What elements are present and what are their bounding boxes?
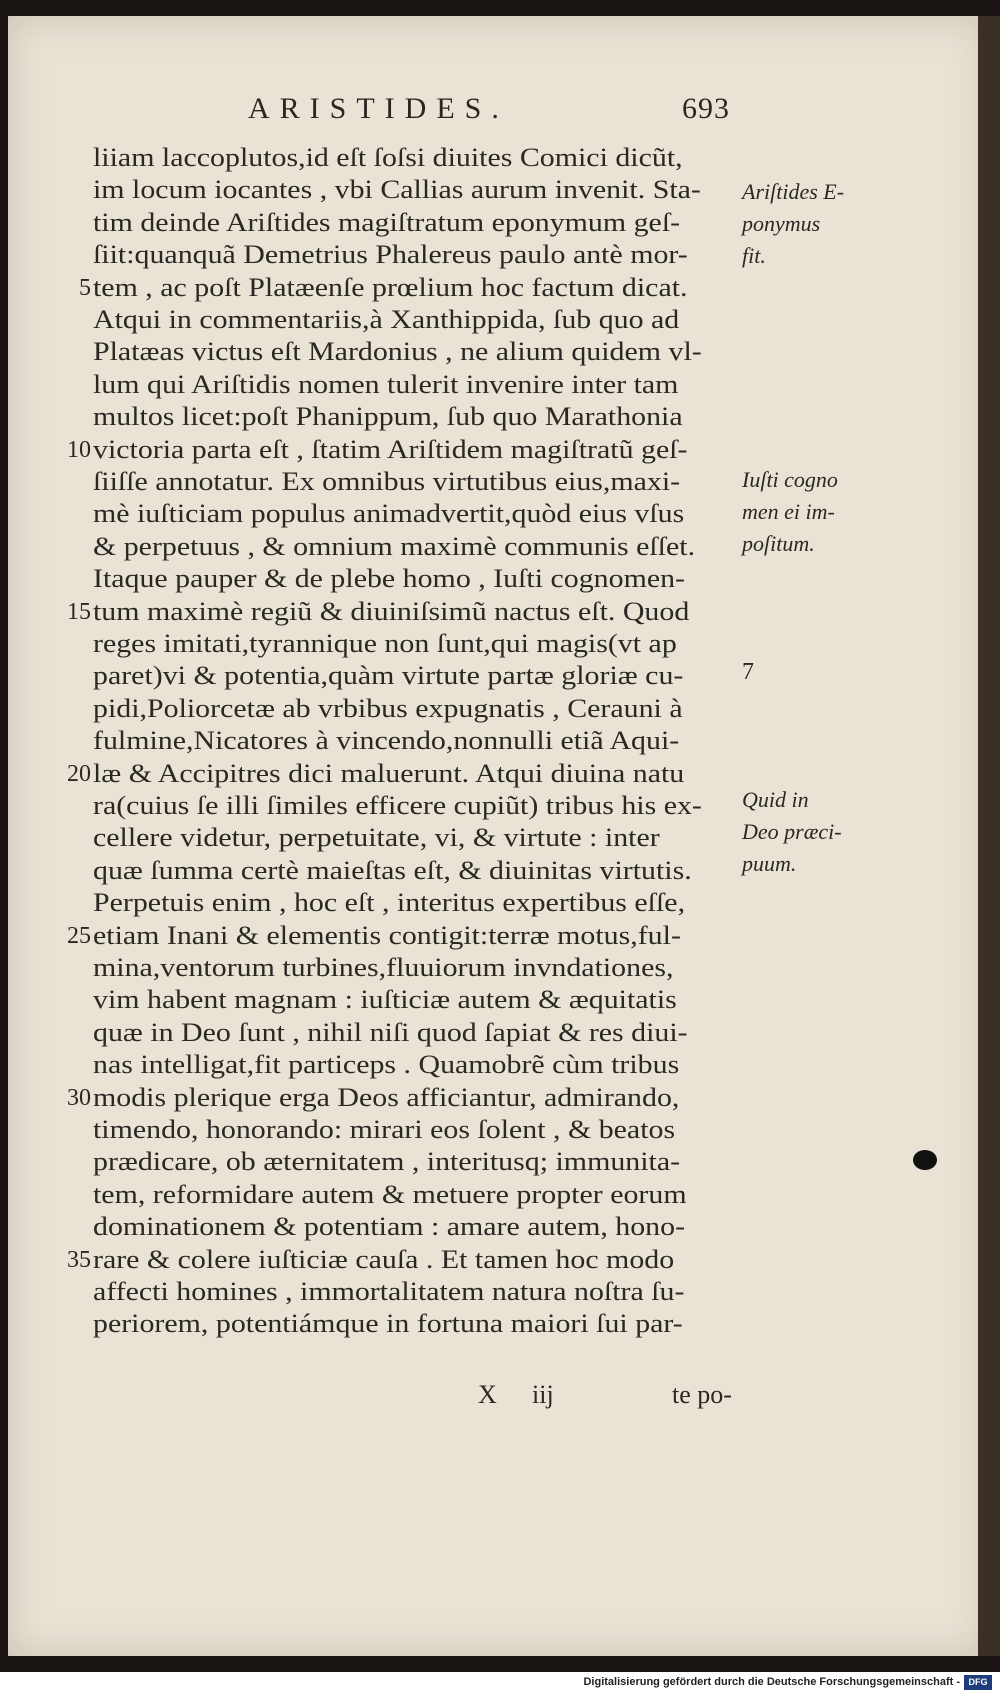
line-text: pidi,Poliorcetæ ab vrbibus expugnatis , Ceraunі à xyxy=(93,693,683,723)
line-text: nas intelligat,fit particeps . Quamobrẽ cùm tribus xyxy=(93,1050,680,1080)
text-line xyxy=(93,887,743,919)
margin-note-iusti: Iuſti cogno men ei im- poſitum. xyxy=(742,467,838,556)
line-text: Platæas victus eſt Mardonius , ne alium quidem vl- xyxy=(93,337,702,367)
line-text: paret)vi & potentia,quàm virtute partæ gloriæ cu- xyxy=(93,661,684,691)
line-text: læ & Accipitres dici maluerunt. Atqui diuina natu xyxy=(93,758,685,788)
text-line xyxy=(93,304,743,336)
text-line xyxy=(93,1146,743,1178)
ink-blot xyxy=(913,1150,937,1170)
text-line xyxy=(93,822,743,854)
line-text: quæ ſumma certè maieſtas eſt, & diuinitas virtutis. xyxy=(93,855,692,885)
running-title: ARISTIDES. xyxy=(248,92,509,125)
text-line xyxy=(67,1244,743,1276)
line-text: tim deinde Ariſtides magiſtratum eponymum geſ- xyxy=(93,207,681,237)
margin-note-quid: Quid in Deo præci- puum. xyxy=(742,787,842,876)
text-line xyxy=(93,1114,743,1146)
text-line xyxy=(93,174,743,206)
line-text: multos licet:poſt Phanippum, ſub quo Marathonia xyxy=(93,402,683,432)
text-line xyxy=(93,401,743,433)
text-line xyxy=(93,531,743,563)
text-line xyxy=(93,1308,743,1340)
text-line xyxy=(93,952,743,984)
text-line xyxy=(67,434,743,466)
text-line xyxy=(93,1276,743,1308)
text-line xyxy=(93,498,743,530)
line-text: tum maximè regiũ & diuiniſsimũ nactus eſt. Quod xyxy=(93,596,690,626)
line-text: affecti homines , immortalitatem natura noſtra ſu- xyxy=(93,1277,685,1306)
text-line xyxy=(93,369,743,401)
margin-note-number: 7 xyxy=(742,659,754,685)
line-text: liiam laccoplutos,id eſt ſoſsi diuites Comici dicũt, xyxy=(93,143,683,172)
line-text: Perpetuis enim , hoc eſt , interitus expertibus eſſe, xyxy=(93,888,686,918)
signature-number: iij xyxy=(532,1380,554,1409)
line-text: tem , ac poſt Platæenſe prœlium hoc factum dicat. xyxy=(93,272,688,302)
text-line xyxy=(93,466,743,498)
text-line xyxy=(93,1049,743,1081)
line-text: mè iuſticiam populus animadvertit,quòd eius vſus xyxy=(93,499,685,529)
line-number: 35 xyxy=(67,1246,91,1273)
line-number: 30 xyxy=(67,1084,91,1111)
line-text: etiam Inani & elementis contigit:terræ motus,ful- xyxy=(93,920,681,950)
line-text: prædicare, ob æternitatem , interitusq; immunita- xyxy=(93,1147,681,1177)
text-line xyxy=(67,920,743,952)
text-line xyxy=(67,1082,743,1114)
line-text: dominationem & potentiam : amare autem, hono- xyxy=(93,1212,686,1242)
line-text: cellere videtur, perpetuitate, vi, & virtute : inter xyxy=(93,823,660,853)
line-text: Atqui in commentariis,à Xanthippida, ſub quo ad xyxy=(93,305,680,334)
line-text: quæ in Deo ſunt , nihil niſi quod ſapiat & res diui- xyxy=(93,1017,688,1047)
line-number: 25 xyxy=(67,922,91,949)
text-line xyxy=(93,628,743,660)
text-line xyxy=(67,758,743,790)
line-text: & perpetuus , & omnium maximè communis eſſet. xyxy=(93,531,696,561)
line-text: periorem, potentiámque in fortuna maiori ſui par- xyxy=(93,1309,683,1339)
line-text: tem, reformidare autem & metuere propter eorum xyxy=(93,1179,687,1209)
text-line xyxy=(93,984,743,1016)
line-number: 5 xyxy=(79,274,91,301)
text-line xyxy=(79,272,743,304)
text-line xyxy=(93,660,743,692)
text-line xyxy=(93,1017,743,1049)
signature-mark: X xyxy=(478,1380,497,1409)
line-number: 20 xyxy=(67,760,91,787)
line-text: mina,ventorum turbines,fluuiorum invndationes, xyxy=(93,953,674,982)
text-line xyxy=(93,336,743,368)
line-text: reges imitati,tyrannique non ſunt,qui magis(vt ap xyxy=(93,629,677,658)
text-line xyxy=(93,790,743,822)
text-line xyxy=(93,1179,743,1211)
text-line xyxy=(93,693,743,725)
footer-credit: Digitalisierung gefördert durch die Deutsche Forschungsgemeinschaft - xyxy=(583,1676,960,1688)
margin-note-aristides: Ariſtides E- ponymus fit. xyxy=(742,179,845,268)
page-edge xyxy=(978,16,1000,1656)
text-line xyxy=(67,596,743,628)
line-text: ſiiſſe annotatur. Ex omnibus virtutibus eius,maxi- xyxy=(93,467,681,496)
text-line xyxy=(93,207,743,239)
line-text: fulmine,Nicatores à vincendo,nonnulli etiã Aqui- xyxy=(93,726,680,756)
dfg-logo: DFG xyxy=(964,1675,992,1690)
line-text: im locum iocantes , vbi Callias aurum invenit. Sta- xyxy=(93,175,701,205)
text-line xyxy=(93,725,743,757)
line-text: victoria parta eſt , ſtatim Ariſtidem magiſtratũ geſ- xyxy=(93,434,688,464)
line-text: Itaque pauper & de plebe homo , Iuſti cognomen- xyxy=(93,564,686,594)
line-text: modis plerique erga Deos afficiantur, admirando, xyxy=(93,1082,680,1112)
catchword: te po- xyxy=(672,1380,732,1409)
line-number: 15 xyxy=(67,598,91,625)
text-line xyxy=(93,239,743,271)
line-text: rare & colere iuſticiæ cauſa . Et tamen hoc modo xyxy=(93,1244,675,1274)
line-text: ra(cuius ſe illi ſimiles efficere cupiũt) tribus his ex- xyxy=(93,791,702,820)
line-text: timendo, honorando: mirari eos ſolent , & beatos xyxy=(93,1115,676,1144)
line-text: ſiit:quanquã Demetrius Phalereus paulo antè mor- xyxy=(93,240,688,270)
text-line xyxy=(93,1211,743,1243)
text-line xyxy=(93,563,743,595)
text-line xyxy=(93,855,743,887)
line-number: 10 xyxy=(67,436,91,463)
text-line xyxy=(93,142,743,174)
page-number: 693 xyxy=(682,92,730,125)
line-text: vim habent magnam : iuſticiæ autem & æquitatis xyxy=(93,985,677,1015)
footer-bar xyxy=(0,1672,1000,1695)
line-text: lum qui Ariſtidis nomen tulerit invenire inter tam xyxy=(93,369,679,399)
